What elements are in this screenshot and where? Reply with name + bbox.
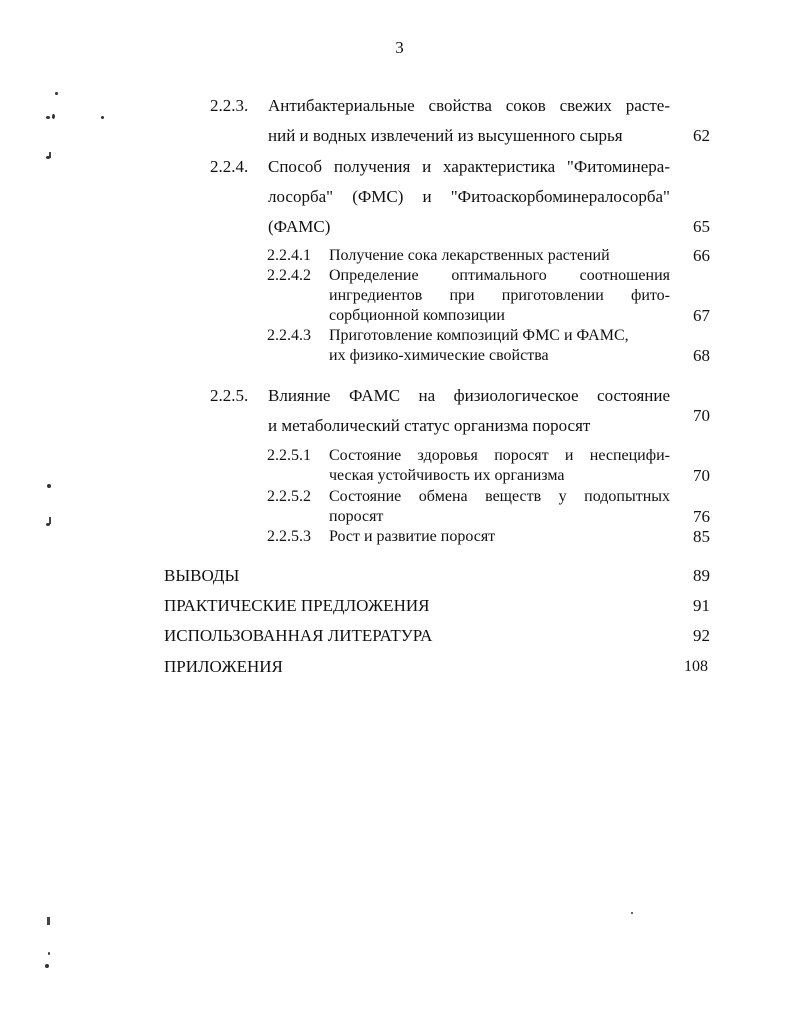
scan-speck — [46, 116, 50, 119]
section-title: ИСПОЛЬЗОВАННАЯ ЛИТЕРАТУРА — [164, 626, 433, 645]
section-title: ПРАКТИЧЕСКИЕ ПРЕДЛОЖЕНИЯ — [164, 596, 430, 615]
entry-title-line: ингредиентов при приготовлении фито- — [329, 287, 670, 304]
entry-page: 85 — [693, 527, 710, 546]
scan-speck — [45, 964, 49, 968]
section-page: 89 — [693, 566, 710, 585]
entry-title-line: Способ получения и характеристика "Фитоминера- — [268, 157, 670, 176]
entry-page: 70 — [693, 466, 710, 485]
entry-number: 2.2.4.3 — [267, 327, 311, 344]
entry-title-line: ний и водных извлечений из высушенного сырья — [268, 126, 623, 145]
section-page: 108 — [684, 658, 708, 675]
entry-number: 2.2.4. — [210, 157, 249, 176]
entry-title-line: лосорба" (ФМС) и "Фитоаскорбоминералосорба" — [268, 187, 670, 206]
entry-page: 67 — [693, 306, 710, 325]
scan-speck — [46, 523, 50, 526]
entry-number: 2.2.5.1 — [267, 447, 311, 464]
entry-title-line: Рост и развитие поросят — [329, 528, 496, 545]
entry-title-line: Приготовление композиций ФМС и ФАМС, — [329, 327, 629, 344]
entry-title-line: Определение оптимального соотношения — [329, 267, 670, 284]
entry-title-line: Состояние здоровья поросят и неспецифи- — [329, 447, 670, 464]
scan-speck — [48, 952, 50, 955]
entry-number: 2.2.5.3 — [267, 528, 311, 545]
section-title: ПРИЛОЖЕНИЯ — [164, 657, 283, 676]
scan-speck — [46, 156, 50, 159]
entry-title-line: и метаболический статус организма поросят — [268, 416, 591, 435]
entry-number: 2.2.5. — [210, 386, 249, 405]
section-page: 91 — [693, 596, 710, 615]
entry-title-line: сорбционной композиции — [329, 307, 505, 324]
entry-title-line: поросят — [329, 508, 384, 525]
entry-page: 62 — [693, 126, 710, 145]
page-number: 3 — [395, 38, 404, 57]
section-title: ВЫВОДЫ — [164, 566, 240, 585]
entry-page: 65 — [693, 217, 710, 236]
section-page: 92 — [693, 626, 710, 645]
entry-title-line: Получение сока лекарственных растений — [329, 247, 610, 264]
entry-title-line: Влияние ФАМС на физиологическое состояние — [268, 386, 670, 405]
entry-title-line: Антибактериальные свойства соков свежих расте- — [268, 96, 670, 115]
scan-speck — [52, 114, 55, 119]
entry-page: 76 — [693, 507, 710, 526]
entry-number: 2.2.4.1 — [267, 247, 311, 264]
entry-page: 70 — [693, 406, 710, 425]
entry-number: 2.2.4.2 — [267, 267, 311, 284]
entry-page: 68 — [693, 346, 710, 365]
entry-number: 2.2.3. — [210, 96, 249, 115]
scan-speck — [47, 917, 50, 925]
scan-speck — [55, 92, 58, 95]
scan-speck — [631, 912, 633, 914]
entry-number: 2.2.5.2 — [267, 488, 311, 505]
entry-title-line: (ФАМС) — [268, 217, 331, 236]
entry-title-line: их физико-химические свойства — [329, 347, 549, 364]
entry-title-line: Состояние обмена веществ у подопытных — [329, 488, 670, 505]
entry-page: 66 — [693, 246, 710, 265]
entry-title-line: ческая устойчивость их организма — [329, 467, 565, 484]
scan-speck — [47, 484, 51, 488]
scan-speck — [101, 116, 104, 119]
